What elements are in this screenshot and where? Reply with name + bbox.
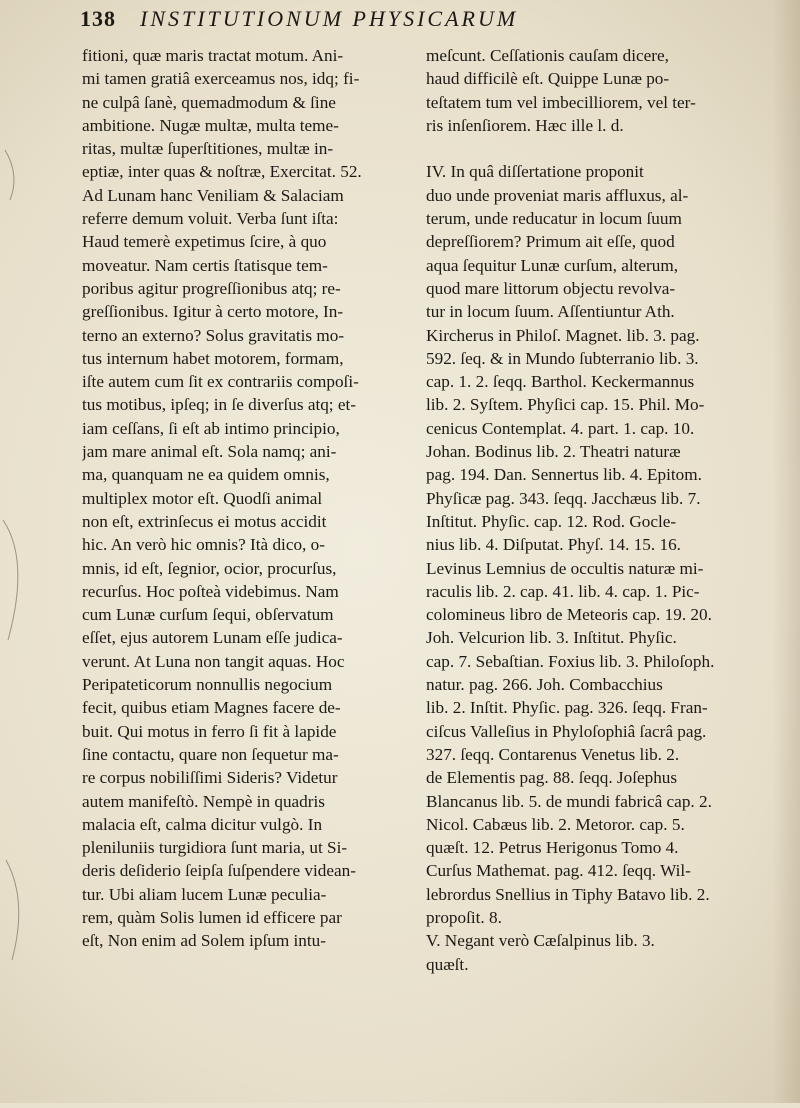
text-line: IV. In quâ diſſertatione proponit: [426, 162, 644, 182]
text-line: eſſet, ejus autorem Lunam eſſe judica-: [82, 628, 343, 648]
text-line: haud difficilè eſt. Quippe Lunæ po-: [426, 69, 670, 89]
text-line: terno an externo? Solus gravitatis mo-: [82, 325, 345, 345]
running-title: INSTITUTIONUM PHYSICARUM: [140, 6, 519, 31]
text-line: ambitione. Nugæ multæ, multa teme-: [82, 115, 339, 135]
page-number: 138: [80, 6, 116, 31]
text-line: quæſt. 12. Petrus Herigonus Tomo 4.: [426, 838, 679, 858]
text-line: jam mare animal eſt. Sola namq; ani-: [82, 442, 337, 462]
text-line: cenicus Contemplat. 4. part. 1. cap. 10.: [426, 418, 695, 438]
text-line: raculis lib. 2. cap. 41. lib. 4. cap. 1. Pic-: [426, 581, 700, 601]
text-line: [426, 137, 760, 160]
text-line: ciſcus Valleſius in Phyloſophiâ ſacrâ pag.: [426, 721, 707, 741]
text-line: ma, quanquam ne ea quidem omnis,: [82, 465, 330, 485]
text-line: malacia eſt, calma dicitur vulgò. In: [82, 814, 323, 834]
page-header: [80, 6, 720, 46]
text-line: iam ceſſans, ſi eſt ab intimo principio,: [82, 418, 340, 438]
text-line: lib. 2. Inſtit. Phyſic. pag. 326. ſeqq. Fran-: [426, 698, 708, 718]
text-line: colomineus libro de Meteoris cap. 19. 20.: [426, 605, 712, 625]
text-line: Blancanus lib. 5. de mundi fabricâ cap. 2.: [426, 791, 712, 811]
text-line: pleniluniis turgidiora ſunt maria, ut Si-: [82, 838, 348, 858]
text-line: quæſt.: [426, 954, 469, 974]
text-line: hic. An verò hic omnis? Ità dico, o-: [82, 535, 325, 555]
text-line: Inſtitut. Phyſic. cap. 12. Rod. Gocle-: [426, 511, 677, 531]
text-line: Nicol. Cabæus lib. 2. Metoror. cap. 5.: [426, 814, 685, 834]
text-line: cap. 7. Sebaſtian. Foxius lib. 3. Philoſoph.: [426, 651, 715, 671]
text-line: fecit, quibus etiam Magnes facere de-: [82, 698, 341, 718]
margin-pen-marks: [0, 0, 60, 1103]
text-line: de Elementis pag. 88. ſeqq. Joſephus: [426, 768, 678, 788]
text-line: lib. 2. Syſtem. Phyſici cap. 15. Phil. Mo-: [426, 395, 705, 415]
text-line: pag. 194. Dan. Sennertus lib. 4. Epitom.: [426, 465, 702, 485]
text-line: propoſit. 8.: [426, 907, 502, 927]
text-line: ritas, multæ ſuperſtitiones, multæ in-: [82, 139, 334, 159]
text-line: tur. Ubi aliam lucem Lunæ peculia-: [82, 884, 327, 904]
text-line: teſtatem tum vel imbecilliorem, vel ter-: [426, 92, 696, 112]
text-line: ris inſenſiorem. Hæc ille l. d.: [426, 115, 624, 135]
text-line: eptiæ, inter quas & noſtræ, Exercitat. 52.: [82, 162, 362, 182]
text-line: ne culpâ ſanè, quemadmodum & ſine: [82, 92, 336, 112]
page-edge-shadow: [772, 0, 800, 1103]
right-column: [426, 44, 760, 976]
text-line: Joh. Velcurion lib. 3. Inſtitut. Phyſic.: [426, 628, 677, 648]
text-line: iſte autem cum ſit ex contrariis compoſi-: [82, 372, 359, 392]
text-line: Ad Lunam hanc Veniliam & Salaciam: [82, 185, 344, 205]
text-line: quod mare littorum objectu revolva-: [426, 278, 676, 298]
text-line: cap. 1. 2. ſeqq. Barthol. Keckermannus: [426, 372, 695, 392]
text-line: 592. ſeq. & in Mundo ſubterranio lib. 3.: [426, 348, 699, 368]
text-line: 327. ſeqq. Contarenus Venetus lib. 2.: [426, 744, 680, 764]
text-line: eſt, Non enim ad Solem ipſum intu-: [82, 931, 326, 951]
text-line: rem, quàm Solis lumen id efficere par: [82, 907, 342, 927]
text-line: lebrordus Snellius in Tiphy Batavo lib. 2.: [426, 884, 710, 904]
binding-margin: [0, 0, 60, 1103]
text-line: non eſt, extrinſecus ei motus accidit: [82, 511, 327, 531]
text-line: aqua ſequitur Lunæ curſum, alterum,: [426, 255, 679, 275]
text-line: Phyſicæ pag. 343. ſeqq. Jacchæus lib. 7.: [426, 488, 701, 508]
text-line: verunt. At Luna non tangit aquas. Hoc: [82, 651, 345, 671]
text-line: meſcunt. Ceſſationis cauſam dicere,: [426, 46, 669, 65]
text-line: ſine contactu, quare non ſequetur ma-: [82, 744, 339, 764]
text-line: tur in locum ſuum. Aſſentiuntur Ath.: [426, 302, 675, 322]
text-line: nius lib. 4. Diſputat. Phyſ. 14. 15. 16.: [426, 535, 681, 555]
text-line: Johan. Bodinus lib. 2. Theatri naturæ: [426, 442, 681, 462]
text-line: multiplex motor eſt. Quodſi animal: [82, 488, 323, 508]
text-line: natur. pag. 266. Joh. Combacchius: [426, 675, 663, 695]
text-line: V. Negant verò Cæſalpinus lib. 3.: [426, 931, 655, 951]
left-column: [82, 44, 412, 953]
text-line: referre demum voluit. Verba ſunt iſta:: [82, 209, 339, 229]
text-line: tus motibus, ipſeq; in ſe diverſus atq; et-: [82, 395, 357, 415]
text-line: cum Lunæ curſum ſequi, obſervatum: [82, 605, 334, 625]
text-line: poribus agitur progreſſionibus atq; re-: [82, 278, 341, 298]
text-line: Haud temerè expetimus ſcire, à quo: [82, 232, 327, 252]
text-line: Curſus Mathemat. pag. 412. ſeqq. Wil-: [426, 861, 691, 881]
text-line: buit. Qui motus in ferro ſi fit à lapide: [82, 721, 337, 741]
text-line: Levinus Lemnius de occultis naturæ mi-: [426, 558, 704, 578]
text-line: tus internum habet motorem, formam,: [82, 348, 344, 368]
text-line: fitioni, quæ maris tractat motum. Ani-: [82, 46, 344, 65]
text-line: re corpus nobiliſſimi Sideris? Videtur: [82, 768, 338, 788]
text-line: terum, unde reducatur in locum ſuum: [426, 209, 682, 229]
text-line: recurſus. Hoc poſteà videbimus. Nam: [82, 581, 339, 601]
text-line: mi tamen gratiâ exerceamus nos, idq; fi-: [82, 69, 360, 89]
text-line: moveatur. Nam certis ſtatisque tem-: [82, 255, 328, 275]
text-line: depreſſiorem? Primum ait eſſe, quod: [426, 232, 675, 252]
text-line: deris deſiderio ſeipſa ſuſpendere videan-: [82, 861, 356, 881]
text-line: mnis, id eſt, ſegnior, ocior, procurſus,: [82, 558, 337, 578]
text-line: autem manifeſtò. Nempè in quadris: [82, 791, 325, 811]
text-line: Peripateticorum nonnullis negocium: [82, 675, 333, 695]
text-line: greſſionibus. Igitur à certo motore, In-: [82, 302, 344, 322]
text-line: duo unde proveniat maris affluxus, al-: [426, 185, 689, 205]
text-line: Kircherus in Philoſ. Magnet. lib. 3. pag.: [426, 325, 700, 345]
